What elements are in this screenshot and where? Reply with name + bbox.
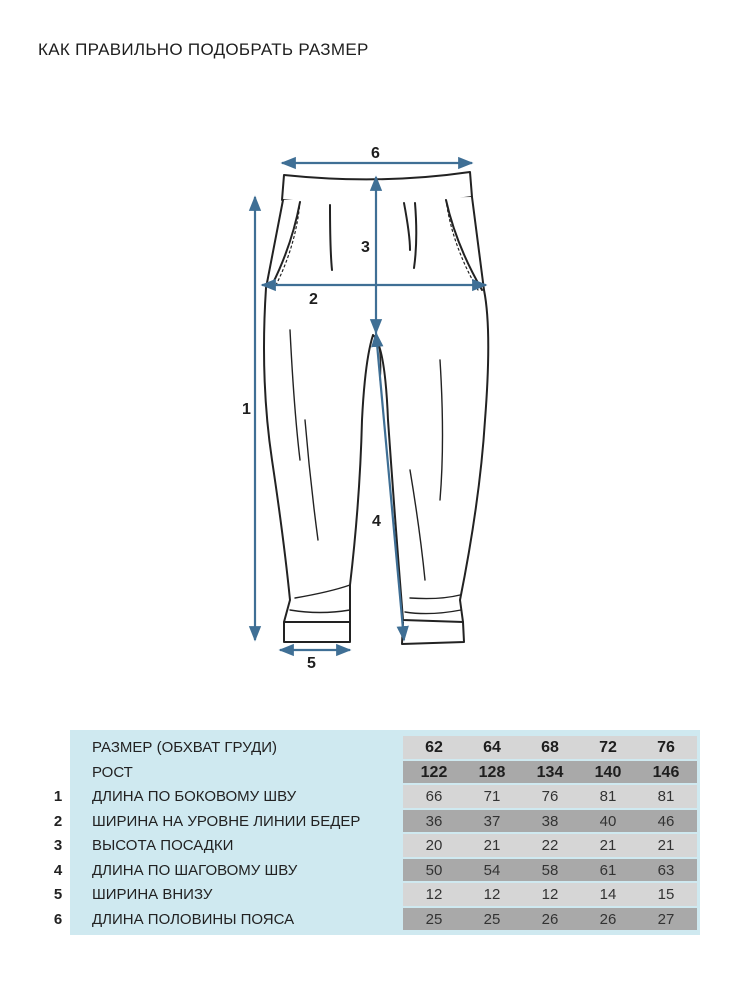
table-cell: 25 — [483, 910, 501, 928]
table-cell: 37 — [483, 812, 501, 830]
table-cell: 50 — [425, 861, 443, 879]
table-cell: 22 — [541, 837, 559, 854]
row-number: 3 — [53, 837, 63, 854]
table-cell: 12 — [541, 886, 559, 903]
row-number: 1 — [53, 788, 63, 805]
table-cell: 81 — [657, 788, 675, 805]
table-cell: 25 — [425, 910, 443, 928]
table-cell: 140 — [594, 763, 622, 781]
table-cell: 76 — [541, 788, 559, 805]
table-cell: 81 — [599, 788, 617, 805]
table-cell: 21 — [483, 837, 501, 854]
label-6: 6 — [371, 145, 380, 162]
row-number: 4 — [53, 861, 63, 879]
row-label: РАЗМЕР (ОБХВАТ ГРУДИ) — [92, 739, 278, 756]
row-label: ДЛИНА ПОЛОВИНЫ ПОЯСА — [92, 910, 295, 928]
table-cell: 63 — [657, 861, 675, 879]
table-cell: 12 — [425, 886, 443, 903]
page-title: КАК ПРАВИЛЬНО ПОДОБРАТЬ РАЗМЕР — [38, 40, 369, 59]
table-cell: 64 — [483, 739, 501, 756]
table-cell: 58 — [541, 861, 559, 879]
row-label: ШИРИНА НА УРОВНЕ ЛИНИИ БЕДЕР — [92, 812, 361, 830]
table-cell: 122 — [420, 763, 448, 781]
row-number: 5 — [53, 886, 63, 903]
table-cell: 134 — [536, 763, 564, 781]
table-cell: 66 — [425, 788, 443, 805]
table-cell: 68 — [541, 739, 559, 756]
table-cell: 20 — [425, 837, 443, 854]
table-cell: 27 — [657, 910, 675, 928]
table-cell: 128 — [478, 763, 506, 781]
label-1: 1 — [242, 401, 251, 418]
table-cell: 71 — [483, 788, 501, 805]
table-cell: 54 — [483, 861, 501, 879]
row-label: РОСТ — [92, 763, 133, 781]
table-cell: 72 — [599, 739, 617, 756]
table-cell: 76 — [657, 739, 675, 756]
table-cell: 26 — [599, 910, 617, 928]
table-cell: 40 — [599, 812, 617, 830]
row-number: 6 — [53, 910, 63, 928]
table-cell: 38 — [541, 812, 559, 830]
table-cell: 26 — [541, 910, 559, 928]
row-label: ДЛИНА ПО БОКОВОМУ ШВУ — [92, 788, 297, 805]
table-cell: 21 — [599, 837, 617, 854]
row-label: ВЫСОТА ПОСАДКИ — [92, 837, 234, 854]
table-cell: 15 — [657, 886, 675, 903]
table-cell: 12 — [483, 886, 501, 903]
table-cell: 61 — [599, 861, 617, 879]
label-4: 4 — [372, 513, 381, 530]
table-cell: 62 — [425, 739, 443, 756]
table-cell: 21 — [657, 837, 675, 854]
row-label: ШИРИНА ВНИЗУ — [92, 886, 213, 903]
table-cell: 46 — [657, 812, 675, 830]
table-cell: 14 — [599, 886, 617, 903]
row-number: 2 — [53, 812, 63, 830]
label-2: 2 — [309, 291, 318, 308]
label-5: 5 — [307, 655, 316, 672]
label-3: 3 — [361, 239, 370, 256]
table-cell: 146 — [652, 763, 680, 781]
row-label: ДЛИНА ПО ШАГОВОМУ ШВУ — [92, 861, 298, 879]
table-cell: 36 — [425, 812, 443, 830]
